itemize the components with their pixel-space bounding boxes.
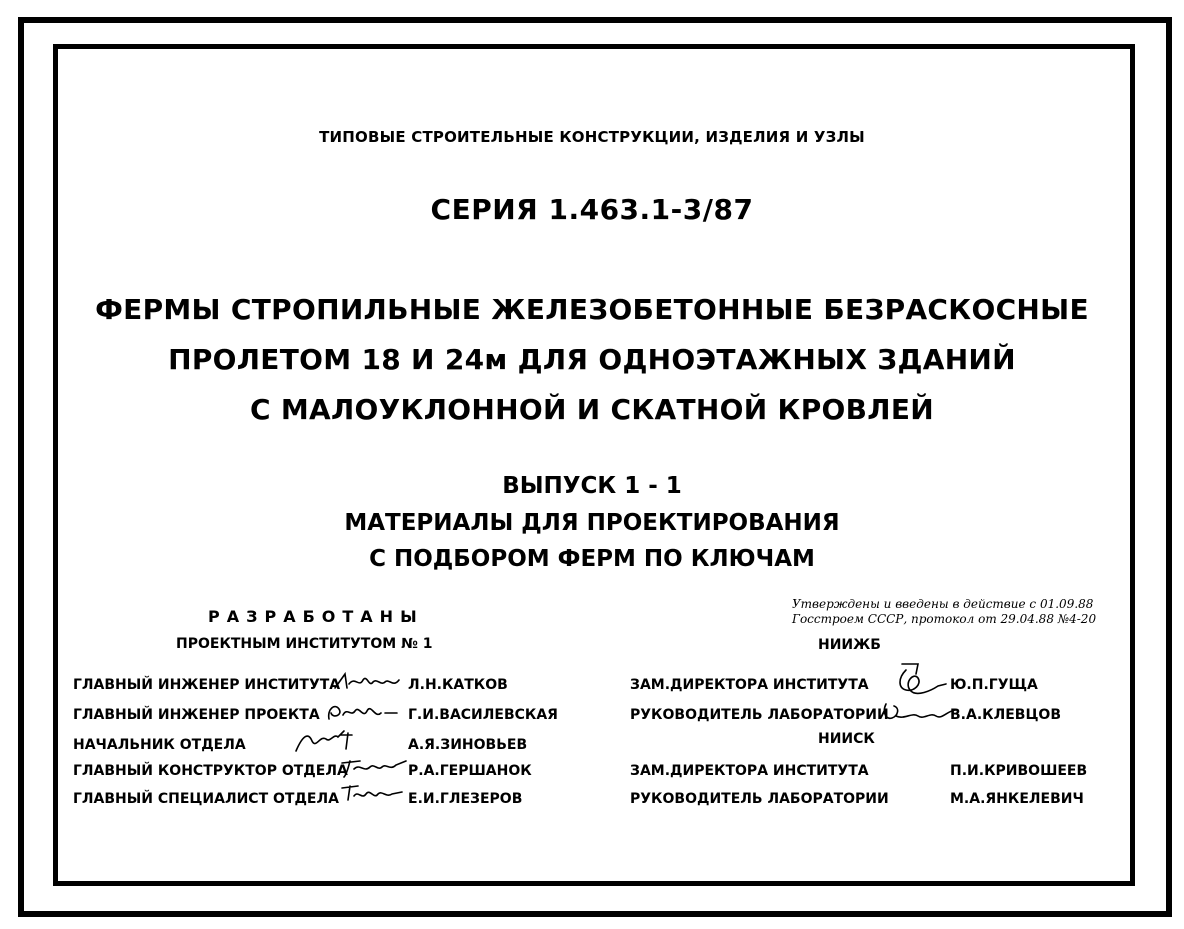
signatory-name: Е.И.ГЛЕЗЕРОВ bbox=[408, 791, 523, 807]
organization-name: НИИЖБ bbox=[818, 637, 881, 653]
signature-klevtsov bbox=[880, 698, 960, 726]
signatory-name: М.А.ЯНКЕЛЕВИЧ bbox=[950, 791, 1084, 807]
issue-number: ВЫПУСК 1 - 1 bbox=[502, 473, 682, 499]
series-number: СЕРИЯ 1.463.1-3/87 bbox=[430, 193, 754, 226]
approval-line-2: Госстроем СССР, протокол от 29.04.88 №4-20 bbox=[792, 612, 1097, 626]
signatory-position: ГЛАВНЫЙ ИНЖЕНЕР ПРОЕКТА bbox=[73, 707, 320, 723]
signatory-name: Р.А.ГЕРШАНОК bbox=[408, 763, 532, 779]
signatory-name: В.А.КЛЕВЦОВ bbox=[950, 707, 1062, 723]
signatory-position: НАЧАЛЬНИК ОТДЕЛА bbox=[73, 737, 246, 753]
title-line-3: С МАЛОУКЛОННОЙ И СКАТНОЙ КРОВЛЕЙ bbox=[249, 393, 935, 426]
signatory-position: ГЛАВНЫЙ КОНСТРУКТОР ОТДЕЛА bbox=[73, 763, 348, 779]
signature-glezerov bbox=[340, 782, 404, 804]
issue-subtitle-1: МАТЕРИАЛЫ ДЛЯ ПРОЕКТИРОВАНИЯ bbox=[344, 510, 840, 536]
signature-gershanok bbox=[340, 755, 408, 779]
signatory-position: РУКОВОДИТЕЛЬ ЛАБОРАТОРИИ bbox=[630, 791, 889, 807]
signatory-name: Г.И.ВАСИЛЕВСКАЯ bbox=[408, 707, 558, 723]
approval-line-1: Утверждены и введены в действие с 01.09.88 bbox=[792, 597, 1094, 611]
title-line-2: ПРОЛЕТОМ 18 И 24м ДЛЯ ОДНОЭТАЖНЫХ ЗДАНИЙ bbox=[168, 343, 1016, 376]
signatory-position: РУКОВОДИТЕЛЬ ЛАБОРАТОРИИ bbox=[630, 707, 889, 723]
approval-note bbox=[792, 597, 1096, 627]
signatory-position: ЗАМ.ДИРЕКТОРА ИНСТИТУТА bbox=[630, 763, 869, 779]
signatory-position: ЗАМ.ДИРЕКТОРА ИНСТИТУТА bbox=[630, 677, 869, 693]
header-line: ТИПОВЫЕ СТРОИТЕЛЬНЫЕ КОНСТРУКЦИИ, ИЗДЕЛИЯ И УЗЛЫ bbox=[319, 128, 865, 146]
signatory-position: ГЛАВНЫЙ СПЕЦИАЛИСТ ОТДЕЛА bbox=[73, 791, 339, 807]
inner-frame bbox=[53, 44, 1135, 886]
signatory-position: ГЛАВНЫЙ ИНЖЕНЕР ИНСТИТУТА bbox=[73, 677, 341, 693]
developer-institute: ПРОЕКТНЫМ ИНСТИТУТОМ № 1 bbox=[176, 636, 433, 652]
signature-vasilevskaya bbox=[325, 699, 405, 725]
issue-subtitle-2: С ПОДБОРОМ ФЕРМ ПО КЛЮЧАМ bbox=[369, 546, 815, 572]
signatory-name: П.И.КРИВОШЕЕВ bbox=[950, 763, 1088, 779]
signatory-name: Л.Н.КАТКОВ bbox=[408, 677, 508, 693]
signatory-name: А.Я.ЗИНОВЬЕВ bbox=[408, 737, 528, 753]
signature-zinovyev bbox=[292, 727, 362, 755]
signature-katkov bbox=[333, 670, 403, 694]
title-line-1: ФЕРМЫ СТРОПИЛЬНЫЕ ЖЕЛЕЗОБЕТОННЫЕ БЕЗРАСКОСНЫЕ bbox=[95, 293, 1089, 326]
organization-name: НИИСК bbox=[818, 731, 875, 747]
developed-heading: РАЗРАБОТАНЫ bbox=[208, 607, 424, 626]
signatory-name: Ю.П.ГУЩА bbox=[950, 677, 1038, 693]
